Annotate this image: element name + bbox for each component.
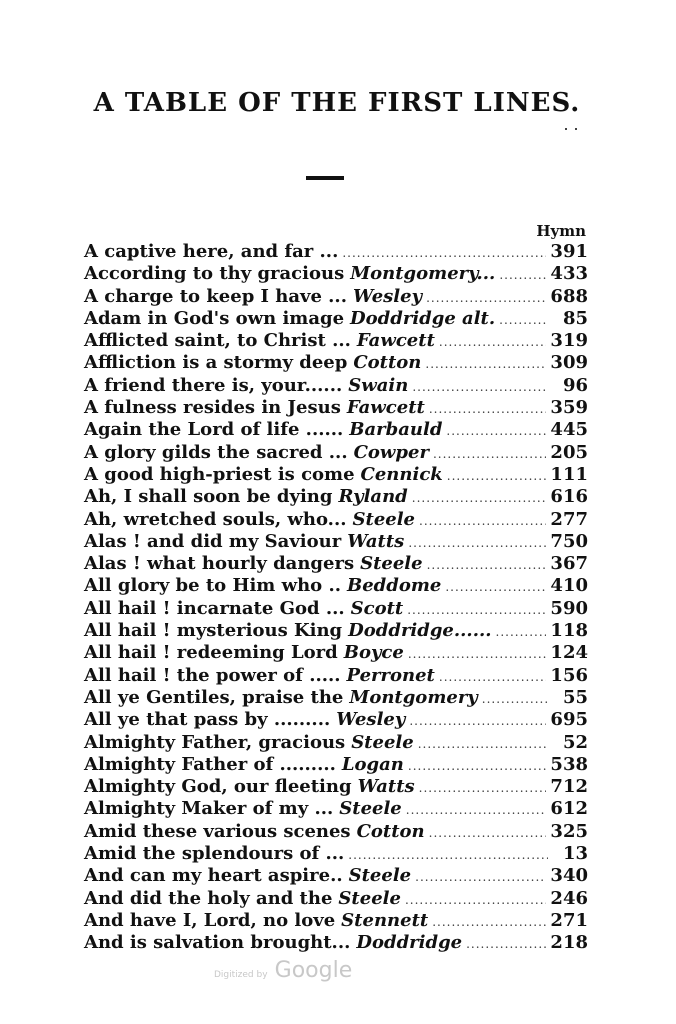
table-row <box>84 419 588 441</box>
hymn-column-header: Hymn <box>536 222 586 240</box>
author-name: Cotton <box>356 820 425 842</box>
dot-leader <box>499 309 548 331</box>
first-line-text: Ah, I shall soon be dying <box>84 486 333 508</box>
table-row <box>84 732 588 754</box>
author-name: Steele <box>338 887 401 909</box>
hymn-number: 750 <box>550 530 588 552</box>
first-line-text: All hail ! mysterious King <box>84 620 343 642</box>
hymn-number: 590 <box>550 597 588 619</box>
first-line-text: All ye that pass by ......... <box>84 709 331 731</box>
author-name: Doddridge alt. <box>350 307 496 329</box>
hymn-number: 538 <box>550 753 588 775</box>
author-name: Logan <box>341 753 404 775</box>
author-name: Steele <box>352 508 416 530</box>
hymn-number: 695 <box>550 709 588 731</box>
table-row <box>84 509 588 531</box>
hymn-number: 277 <box>550 508 588 530</box>
table-row <box>84 843 588 865</box>
hymn-number: 616 <box>550 486 588 508</box>
dot-leader <box>446 420 546 442</box>
author-name: Scott <box>350 597 404 619</box>
first-line-text: Afflicted saint, to Christ ... <box>84 330 351 352</box>
author-name: Watts <box>347 530 405 552</box>
first-lines-table <box>84 241 588 955</box>
dot-leader <box>348 844 548 866</box>
first-line-text: Affliction is a stormy deep <box>84 352 348 374</box>
author-name: Wesley <box>352 285 423 307</box>
dot-leader <box>496 621 547 643</box>
dot-leader <box>425 353 546 375</box>
first-line-text: And did the holy and the <box>84 887 333 909</box>
dot-leader <box>415 866 546 888</box>
dot-leader <box>439 666 547 688</box>
first-line-text: Almighty God, our fleeting <box>84 776 352 798</box>
table-row <box>84 598 588 620</box>
author-name: Steele <box>348 865 412 887</box>
author-name: Perronet <box>346 664 435 686</box>
dot-leader <box>432 911 546 933</box>
first-line-text: Again the Lord of life ...... <box>84 419 344 441</box>
dot-leader <box>499 264 546 286</box>
first-line-text: Almighty Father, gracious <box>84 731 346 753</box>
table-row <box>84 798 588 820</box>
hymn-number: 205 <box>550 441 588 463</box>
print-speck <box>565 128 567 130</box>
dot-leader <box>405 889 546 911</box>
hymn-number: 96 <box>562 374 588 396</box>
digitization-watermark <box>214 958 352 983</box>
author-name: Watts <box>357 776 415 798</box>
first-line-text: And can my heart aspire.. <box>84 865 343 887</box>
table-row <box>84 575 588 597</box>
table-row <box>84 642 588 664</box>
dot-leader <box>342 242 546 264</box>
table-row <box>84 263 588 285</box>
first-line-text: Alas ! and did my Saviour <box>84 530 342 552</box>
dot-leader <box>426 287 546 309</box>
digitized-by-label: Digitized by <box>214 970 268 980</box>
hymn-number: 319 <box>550 330 588 352</box>
first-line-text: A captive here, and far ... <box>84 241 339 262</box>
hymn-number: 325 <box>550 820 588 842</box>
dot-leader <box>429 822 547 844</box>
hymn-number: 410 <box>550 575 588 597</box>
dot-leader <box>419 777 547 799</box>
author-name: Ryland <box>338 486 408 508</box>
dot-leader <box>433 443 546 465</box>
author-name: Steele <box>351 731 414 753</box>
author-name: Steele <box>360 553 423 575</box>
hymn-number: 55 <box>562 686 588 708</box>
first-line-text: Amid the splendours of ... <box>84 843 345 865</box>
author-name: Swain <box>348 374 409 396</box>
hymn-number: 271 <box>550 909 588 931</box>
hymn-number: 52 <box>562 731 588 753</box>
first-line-text: Amid these various scenes <box>84 820 351 842</box>
table-row <box>84 687 588 709</box>
first-line-text: All glory be to Him who .. <box>84 575 341 597</box>
print-speck <box>575 128 577 130</box>
author-name: Beddome <box>346 575 442 597</box>
first-line-text: Almighty Father of ......... <box>84 753 336 775</box>
dot-leader <box>408 532 546 554</box>
hymn-number: 612 <box>550 798 588 820</box>
dot-leader <box>419 510 546 532</box>
dot-leader <box>408 643 547 665</box>
table-row <box>84 910 588 932</box>
hymn-number: 124 <box>550 642 588 664</box>
table-row <box>84 821 588 843</box>
table-row <box>84 286 588 308</box>
author-name: Wesley <box>336 709 406 731</box>
dot-leader <box>466 933 546 955</box>
first-line-text: Ah, wretched souls, who... <box>84 508 347 530</box>
author-name: Fawcett <box>356 330 435 352</box>
table-row <box>84 486 588 508</box>
first-line-text: All hail ! the power of ..... <box>84 664 341 686</box>
table-row <box>84 932 588 954</box>
table-row <box>84 397 588 419</box>
first-line-text: And have I, Lord, no love <box>84 909 336 931</box>
table-row <box>84 352 588 374</box>
table-row <box>84 665 588 687</box>
first-line-text: Alas ! what hourly dangers <box>84 553 355 575</box>
author-name: Cowper <box>353 441 429 463</box>
table-row <box>84 464 588 486</box>
page-title: A TABLE OF THE FIRST LINES. <box>93 88 581 118</box>
table-row <box>84 620 588 642</box>
first-line-text: All hail ! redeeming Lord <box>84 642 338 664</box>
author-name: Cennick <box>360 463 443 485</box>
hymn-number: 309 <box>550 352 588 374</box>
first-line-text: All hail ! incarnate God ... <box>84 597 345 619</box>
first-line-text: Adam in God's own image <box>84 307 345 329</box>
hymn-number: 13 <box>562 843 588 865</box>
first-line-text: A good high-priest is come <box>84 463 355 485</box>
hymn-number: 218 <box>550 932 588 954</box>
author-name: Doddridge <box>356 932 463 954</box>
dot-leader <box>407 599 546 621</box>
first-line-text: Almighty Maker of my ... <box>84 798 334 820</box>
hymn-number: 340 <box>550 865 588 887</box>
first-line-text: And is salvation brought... <box>84 932 351 954</box>
author-name: Montgomery... <box>350 263 496 285</box>
hymn-number: 111 <box>550 463 588 485</box>
table-row <box>84 776 588 798</box>
dot-leader <box>445 576 546 598</box>
table-row <box>84 754 588 776</box>
dot-leader <box>447 465 547 487</box>
first-line-text: According to thy gracious <box>84 263 345 285</box>
hymn-number: 85 <box>562 307 588 329</box>
first-line-text: A glory gilds the sacred ... <box>84 441 348 463</box>
table-row <box>84 553 588 575</box>
dot-leader <box>412 376 548 398</box>
dot-leader <box>409 710 546 732</box>
dot-leader <box>429 398 547 420</box>
hymn-number: 445 <box>550 419 588 441</box>
hymn-number: 433 <box>550 263 588 285</box>
table-row <box>84 308 588 330</box>
hymn-number: 391 <box>550 241 588 262</box>
google-logo: Google <box>274 958 353 983</box>
table-row <box>84 442 588 464</box>
hymn-number: 688 <box>550 285 588 307</box>
dot-leader <box>406 799 547 821</box>
author-name: Doddridge...... <box>348 620 492 642</box>
first-line-text: A friend there is, your...... <box>84 374 343 396</box>
table-row <box>84 330 588 352</box>
author-name: Stennett <box>341 909 429 931</box>
table-row <box>84 531 588 553</box>
first-line-text: All ye Gentiles, praise the <box>84 686 344 708</box>
hymn-number: 712 <box>550 776 588 798</box>
title-divider <box>306 176 344 180</box>
first-line-text: A charge to keep I have ... <box>84 285 347 307</box>
dot-leader <box>408 755 547 777</box>
table-row <box>84 375 588 397</box>
hymn-number: 118 <box>550 620 588 642</box>
dot-leader <box>427 554 547 576</box>
hymn-number: 156 <box>550 664 588 686</box>
hymn-number: 367 <box>550 553 588 575</box>
author-name: Barbauld <box>349 419 443 441</box>
first-line-text: A fulness resides in Jesus <box>84 397 341 419</box>
dot-leader <box>412 487 547 509</box>
author-name: Boyce <box>343 642 404 664</box>
dot-leader <box>439 331 547 353</box>
dot-leader <box>418 733 548 755</box>
table-row <box>84 865 588 887</box>
table-row <box>84 888 588 910</box>
table-row <box>84 709 588 731</box>
author-name: Montgomery <box>349 686 478 708</box>
dot-leader <box>482 688 548 710</box>
author-name: Steele <box>339 798 402 820</box>
author-name: Cotton <box>353 352 422 374</box>
author-name: Fawcett <box>346 397 425 419</box>
table-row <box>84 241 588 263</box>
hymn-number: 359 <box>550 397 588 419</box>
hymn-number: 246 <box>550 887 588 909</box>
